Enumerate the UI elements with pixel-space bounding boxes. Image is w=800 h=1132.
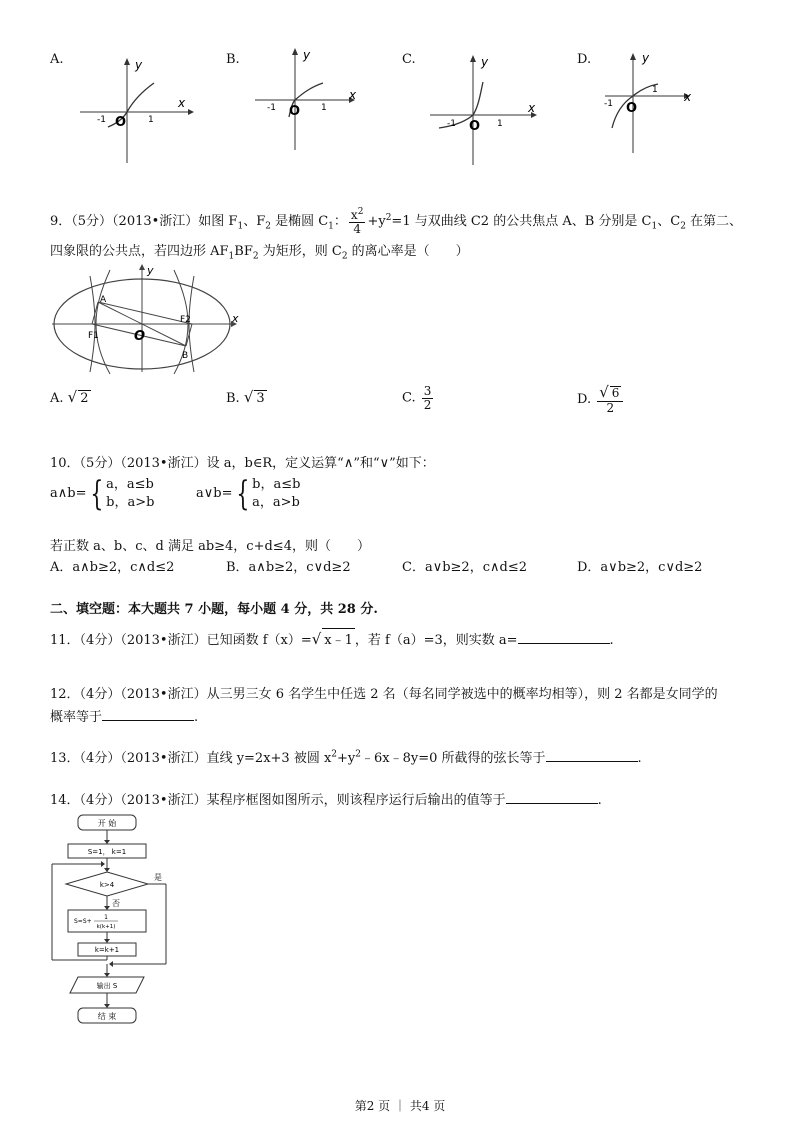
q14-flowchart — [48, 812, 173, 1032]
page-footer: 第2 页 ｜ 共4 页 — [354, 1099, 446, 1113]
q9-fig-x: x — [232, 312, 239, 325]
q9-ellipse-fraction: $\frac{x^2}{4}$ — [350, 207, 364, 236]
q9-option-d: D. $\frac{√ 6}{2}$ — [577, 385, 625, 414]
q8-b-1: 1 — [321, 103, 327, 113]
q8-graph-b — [245, 45, 375, 155]
q8-graph-a — [70, 55, 200, 170]
q13-text: 13．（4分）（2013•浙江）直线 y=2x+3 被圆 $x^2+y^2﹣6x﹣8y=0$ 所截得的弦长等于 . — [50, 749, 642, 766]
q8-c-x: x — [528, 101, 536, 115]
q10-condition: 若正数 a、b、c、d 满足 ab≥4，c+d≤4，则（ ） — [50, 539, 370, 554]
q8-graph-d — [600, 48, 730, 158]
q14-answer-blank[interactable] — [506, 803, 598, 804]
q12-answer-blank[interactable] — [102, 720, 194, 721]
q10-option-d: D．a∨b≥2，c∨d≥2 — [577, 560, 703, 575]
q9-fig-y: y — [147, 264, 154, 277]
q9-fig-f1: F1 — [88, 331, 99, 341]
flow-update-num: 1 — [104, 914, 108, 921]
q8-a-neg1: -1 — [97, 115, 106, 125]
q8-d-1: 1 — [652, 85, 658, 95]
q8-b-x: x — [349, 88, 357, 102]
section-title: 二、填空题：本大题共 7 小题，每小题 4 分，共 28 分. — [50, 602, 378, 617]
flow-update-den: k(k+1) — [96, 924, 116, 930]
q8-d-neg1: -1 — [604, 99, 613, 109]
q10-option-a: A．a∧b≥2，c∧d≤2 — [50, 560, 175, 575]
q9-fig-a: A — [100, 295, 107, 305]
q8-a-y: y — [135, 58, 143, 72]
q11-text: 11．（4分）（2013•浙江）已知函数 f（x）=√ x﹣1 ，若 f（a）=3，则实数 a= . — [50, 630, 614, 648]
q9-ellipse-figure — [50, 262, 250, 374]
q10-text: 10．（5分）（2013•浙江）设 a，b∈R，定义运算“∧”和“∨”如下： — [50, 456, 435, 471]
q8-option-c-label: C. — [402, 52, 416, 67]
q9-option-a: A. √ 2 — [50, 388, 89, 406]
q8-b-y: y — [303, 48, 311, 62]
q9-option-c: C. $\frac{3}{2}$ — [402, 384, 432, 412]
flow-start-label: 开 始 — [97, 819, 117, 828]
q8-c-y: y — [481, 55, 489, 69]
flow-no-label: 否 — [112, 899, 120, 908]
q9-fig-b: B — [182, 351, 189, 361]
q8-b-origin: O — [289, 104, 301, 119]
q11-answer-blank[interactable] — [518, 643, 610, 644]
q10-option-c: C．a∨b≥2，c∧d≤2 — [402, 560, 527, 575]
q9-text-line1: 9．（5分）（2013•浙江）如图 $F_1$、$F_2$ 是椭圆 $C_1$： $\frac{x^2}{4}$ $+y^2=1$ 与双曲线 C2 的公共焦点 A、B 分别是 $C_1$、$C_2$ 在第二、 — [50, 207, 743, 236]
q8-option-b-label: B. — [226, 52, 240, 67]
q10-or-definition: a∨b= { b，a≤b a，a>b — [196, 473, 301, 514]
q8-option-a-label: A. — [50, 52, 64, 67]
q13-answer-blank[interactable] — [546, 761, 638, 762]
flow-init-label: S=1， k=1 — [87, 848, 127, 856]
q9-text-line2: 四象限的公共点，若四边形 $AF_1BF_2$ 为矩形，则 $C_2$ 的离心率是（ ） — [50, 244, 469, 262]
flow-end-label: 结 束 — [97, 1012, 117, 1021]
q8-a-1: 1 — [148, 115, 154, 125]
q8-a-origin: O — [115, 115, 127, 130]
q8-d-x: x — [684, 90, 692, 104]
q8-a-x: x — [178, 96, 186, 110]
q8-d-origin: O — [626, 101, 638, 116]
flow-inc-label: k=k+1 — [94, 946, 120, 954]
q12-text-line2: 概率等于 . — [50, 710, 199, 725]
q8-b-neg1: -1 — [267, 103, 276, 113]
q8-option-d-label: D. — [577, 52, 592, 67]
flow-update-pre: S=S+ — [74, 918, 92, 925]
q8-d-y: y — [642, 51, 650, 65]
q8-graph-c — [425, 50, 555, 165]
q8-c-neg1: -1 — [447, 119, 456, 129]
q10-option-b: B．a∧b≥2，c∨d≥2 — [226, 560, 351, 575]
q9-fig-f2: F2 — [180, 315, 191, 325]
flow-yes-label: 是 — [154, 873, 162, 882]
q8-c-origin: O — [469, 119, 481, 134]
flow-cond-label: k>4 — [99, 881, 115, 889]
q9-fig-origin: O — [134, 329, 146, 344]
flow-output-label: 输出 S — [96, 982, 118, 990]
q14-text: 14．（4分）（2013•浙江）某程序框图如图所示，则该程序运行后输出的值等于 . — [50, 793, 602, 808]
q9-option-b: B. √ 3 — [226, 388, 265, 406]
q8-c-1: 1 — [497, 119, 503, 129]
q10-and-definition: a∧b= { a，a≤b b，a>b — [50, 473, 155, 514]
q12-text-line1: 12．（4分）（2013•浙江）从三男三女 6 名学生中任选 2 名（每名同学被选中的概率均相等），则 2 名都是女同学的 — [50, 687, 718, 702]
